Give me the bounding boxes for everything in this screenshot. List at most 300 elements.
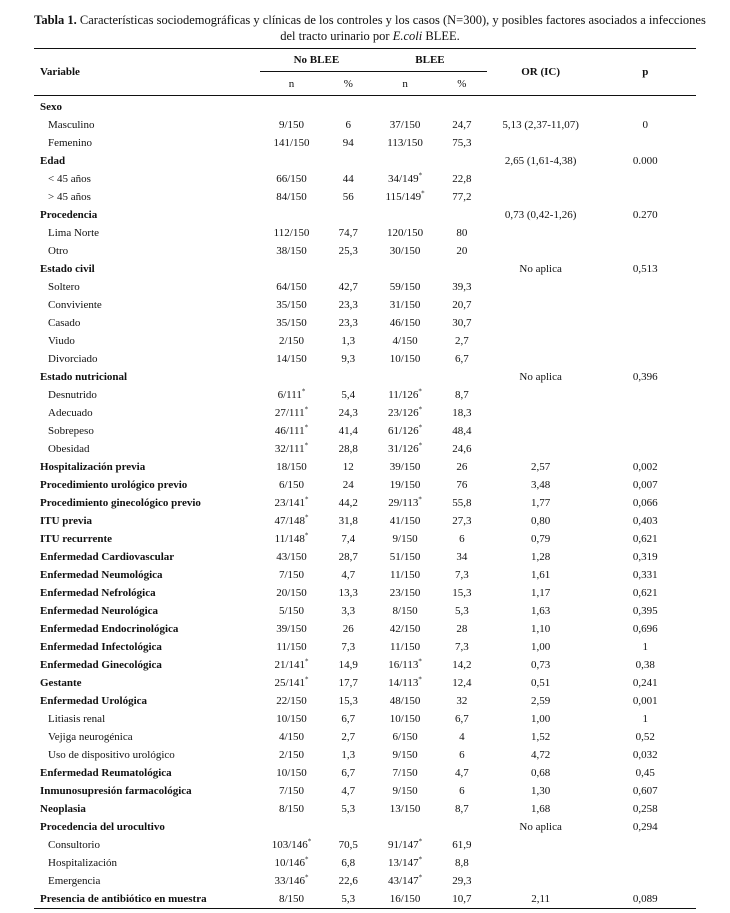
p-value [595,314,696,332]
blee-pct-text: 29,3 [452,875,472,887]
blee-pct [437,206,487,224]
p-value-text: 0,403 [632,515,658,527]
caption-text-end: BLEE. [422,29,460,43]
blee-pct-text: 5,3 [454,605,469,617]
row-label [34,386,260,404]
no-blee-n-text: 2/150 [278,335,305,347]
no-blee-pct [323,152,373,170]
blee-n [373,620,437,638]
odds-ratio-text: 2,57 [531,461,551,473]
no-blee-pct-text: 13,3 [338,587,358,599]
p-value [595,530,696,548]
p-value-text: 0,007 [632,479,658,491]
table-row [34,314,696,332]
blee-pct [437,458,487,476]
blee-n-text: 13/150 [389,803,421,815]
p-value [595,458,696,476]
row-label-text: ITU previa [40,515,93,527]
blee-n-text: 19/150 [389,479,421,491]
odds-ratio [487,566,595,584]
p-value [595,386,696,404]
no-blee-pct-text: 17,7 [338,677,358,689]
p-value [595,620,696,638]
blee-n-text: 11/150 [390,641,421,653]
table-row [34,890,696,909]
odds-ratio [487,602,595,620]
blee-n-text: 37/150 [389,119,421,131]
blee-pct [437,188,487,206]
no-blee-n [260,422,324,440]
blee-n [373,260,437,278]
p-value [595,440,696,458]
odds-ratio [487,206,595,224]
p-value [595,170,696,188]
odds-ratio-text: No aplica [519,371,562,383]
odds-ratio [487,224,595,242]
blee-n [373,836,437,854]
p-value [595,818,696,836]
row-label-text: Estado civil [40,263,95,275]
footnote-asterisk: * [418,837,423,846]
table-row [34,476,696,494]
table-row [34,206,696,224]
blee-n [373,872,437,890]
blee-n-text: 13/147 [388,857,419,869]
no-blee-n [260,260,324,278]
footnote-asterisk: * [418,171,423,180]
no-blee-n-text: 10/150 [276,713,307,725]
no-blee-n-text: 8/150 [278,803,305,815]
header-n: n [288,77,295,90]
blee-pct-text: 8,8 [454,857,469,869]
no-blee-pct [323,800,373,818]
row-label [34,584,260,602]
footnote-asterisk: * [418,441,423,450]
no-blee-pct-text: 74,7 [338,227,358,239]
no-blee-n-text: 11/150 [276,641,307,653]
p-value-text: 0.270 [632,209,658,221]
odds-ratio-text: 0,68 [531,767,551,779]
blee-n-text: 31/126 [388,443,419,455]
row-label [34,692,260,710]
no-blee-n-text: 7/150 [278,569,305,581]
p-value-text: 0,294 [632,821,658,833]
row-label-text: Procedencia del urocultivo [40,821,165,833]
odds-ratio [487,782,595,800]
p-value [595,476,696,494]
blee-pct [437,728,487,746]
blee-n [373,386,437,404]
footnote-asterisk: * [304,405,309,414]
table-row [34,566,696,584]
no-blee-pct-text: 22,6 [338,875,358,887]
no-blee-n [260,728,324,746]
blee-n [373,332,437,350]
blee-pct [437,566,487,584]
blee-n [373,854,437,872]
row-label [34,242,260,260]
header-pct: % [343,77,353,90]
no-blee-n [260,602,324,620]
blee-pct-text: 28 [456,623,468,635]
footnote-asterisk: * [418,657,422,666]
table-row [34,764,696,782]
row-label [34,836,260,854]
table-row [34,836,696,854]
no-blee-n-text: 2/150 [278,749,305,761]
caption-organism: E.coli [392,29,423,43]
table-row [34,350,696,368]
no-blee-n-text: 33/146 [274,875,306,887]
no-blee-pct-text: 41,4 [338,425,358,437]
no-blee-n [260,458,324,476]
blee-pct [437,746,487,764]
no-blee-pct-text: 42,7 [338,281,358,293]
blee-pct-text: 4,7 [454,767,469,779]
blee-pct-text: 20,7 [452,299,472,311]
p-value-text: 0,396 [632,371,658,383]
no-blee-pct [323,386,373,404]
no-blee-pct [323,188,373,206]
odds-ratio [487,548,595,566]
blee-pct-text: 18,3 [452,407,472,419]
no-blee-pct [323,818,373,836]
blee-n-text: 10/150 [389,353,421,365]
no-blee-n-text: 64/150 [276,281,307,293]
blee-n-text: 23/126 [388,407,419,419]
p-value-text: 0,066 [632,497,658,509]
no-blee-pct-text: 24 [342,479,354,491]
footnote-asterisk: * [307,837,312,846]
odds-ratio [487,404,595,422]
row-label [34,134,260,152]
no-blee-pct [323,530,373,548]
blee-n [373,134,437,152]
blee-n-text: 61/126 [388,425,419,437]
table-row [34,674,696,692]
no-blee-pct [323,350,373,368]
table-row [34,854,696,872]
blee-pct-text: 24,6 [452,443,472,455]
blee-pct [437,494,487,512]
no-blee-n-text: 6/150 [278,479,305,491]
odds-ratio [487,332,595,350]
odds-ratio-text: 0,73 (0,42-1,26) [504,209,577,221]
blee-n-text: 41/150 [389,515,421,527]
no-blee-pct [323,872,373,890]
p-value [595,800,696,818]
odds-ratio [487,188,595,206]
no-blee-pct [323,746,373,764]
no-blee-n-text: 43/150 [276,551,307,563]
no-blee-pct [323,548,373,566]
no-blee-pct [323,638,373,656]
p-value [595,116,696,134]
blee-pct-text: 7,3 [454,569,469,581]
no-blee-n [260,692,324,710]
blee-n-text: 14/113 [388,677,419,689]
blee-n [373,170,437,188]
no-blee-n-text: 20/150 [276,587,307,599]
no-blee-n [260,656,324,674]
odds-ratio [487,314,595,332]
p-value-text: 0,001 [632,695,658,707]
p-value-text: 0,696 [632,623,658,635]
blee-pct-text: 8,7 [454,803,469,815]
row-label-text: Estado nutricional [40,371,128,383]
row-label [34,116,260,134]
p-value-text: 0,331 [632,569,658,581]
no-blee-pct [323,584,373,602]
no-blee-pct [323,476,373,494]
blee-pct [437,368,487,386]
no-blee-pct-text: 1,3 [341,749,356,761]
odds-ratio [487,890,595,909]
p-value-text: 0,258 [632,803,658,815]
table-row [34,188,696,206]
no-blee-n [260,584,324,602]
no-blee-n-text: 8/150 [278,893,305,905]
blee-n [373,512,437,530]
p-value [595,206,696,224]
blee-pct [437,548,487,566]
no-blee-pct [323,836,373,854]
blee-n [373,206,437,224]
p-value-text: 1 [642,641,648,653]
odds-ratio-text: 1,10 [531,623,551,635]
no-blee-pct [323,116,373,134]
table-row [34,116,696,134]
row-label [34,530,260,548]
blee-n [373,656,437,674]
blee-n-text: 59/150 [389,281,421,293]
blee-pct-text: 14,2 [452,659,472,671]
row-label-text: Femenino [48,137,92,149]
blee-pct [437,602,487,620]
no-blee-n [260,530,324,548]
table-row [34,530,696,548]
p-value [595,872,696,890]
footnote-asterisk: * [418,855,423,864]
header-variable: Variable [40,66,80,78]
p-value-text: 0 [642,119,648,131]
no-blee-n-text: 18/150 [276,461,307,473]
footnote-asterisk: * [305,495,309,504]
odds-ratio-text: 2,11 [531,893,551,905]
odds-ratio-text: 4,72 [531,749,551,761]
no-blee-n-text: 47/148 [274,515,306,527]
odds-ratio [487,440,595,458]
row-label [34,548,260,566]
footnote-asterisk: * [421,189,425,198]
no-blee-n-text: 9/150 [278,119,305,131]
odds-ratio [487,692,595,710]
no-blee-pct-text: 7,4 [341,533,356,545]
no-blee-n [260,566,324,584]
blee-n-text: 91/147 [388,839,419,851]
odds-ratio [487,296,595,314]
caption-text: Características sociodemográficas y clínicas de los controles y los casos (N=300), y posibles factores asociados a infecciones del tracto urinario por [76,13,706,43]
no-blee-pct-text: 6,8 [341,857,356,869]
header-pct: % [457,77,467,90]
row-label-text: Enfermedad Cardiovascular [40,551,175,563]
blee-pct-text: 10,7 [452,893,472,905]
blee-pct [437,134,487,152]
table-row [34,260,696,278]
row-label-text: Enfermedad Neurológica [40,605,159,617]
odds-ratio-text: 1,00 [531,641,551,653]
no-blee-n [260,242,324,260]
blee-pct [437,350,487,368]
blee-pct-text: 6 [459,785,465,797]
no-blee-pct-text: 12 [342,461,354,473]
odds-ratio [487,836,595,854]
table-row [34,620,696,638]
row-label-text: Enfermedad Endocrinológica [40,623,179,635]
blee-n [373,746,437,764]
row-label-text: Soltero [48,281,80,293]
no-blee-n [260,854,324,872]
table-row [34,728,696,746]
table-row [34,602,696,620]
blee-pct-text: 32 [456,695,468,707]
blee-n-text: 43/147 [388,875,419,887]
no-blee-pct-text: 6,7 [341,767,356,779]
p-value-text: 0,52 [635,731,655,743]
row-label [34,512,260,530]
odds-ratio-text: 2,65 (1,61-4,38) [504,155,577,167]
blee-n [373,296,437,314]
footnote-asterisk: * [305,855,309,864]
blee-pct [437,422,487,440]
table-row [34,332,696,350]
no-blee-n [260,314,324,332]
blee-n-text: 8/150 [392,605,418,617]
table-row [34,782,696,800]
row-label-text: Divorciado [48,353,98,365]
blee-n-text: 9/150 [392,785,418,797]
odds-ratio [487,458,595,476]
no-blee-n [260,404,324,422]
row-label [34,818,260,836]
no-blee-pct-text: 6,7 [341,713,356,725]
blee-n [373,692,437,710]
no-blee-n-text: 10/146 [274,857,306,869]
row-label-text: Enfermedad Infectológica [40,641,162,653]
data-table [34,48,696,909]
row-label [34,764,260,782]
blee-n [373,242,437,260]
blee-pct [437,170,487,188]
no-blee-n-text: 84/150 [276,191,307,203]
p-value-text: 0,089 [632,893,658,905]
no-blee-pct [323,422,373,440]
p-value [595,278,696,296]
blee-pct-text: 6,7 [454,353,469,365]
blee-n [373,152,437,170]
blee-n-text: 34/149 [388,173,419,185]
blee-n-text: 16/150 [389,893,421,905]
row-label [34,890,260,909]
footnote-asterisk: * [418,405,423,414]
no-blee-n [260,224,324,242]
odds-ratio-text: 1,52 [531,731,551,743]
p-value [595,566,696,584]
blee-n [373,782,437,800]
blee-pct-text: 4 [459,731,465,743]
odds-ratio-text: No aplica [519,263,562,275]
row-label [34,296,260,314]
table-row [34,296,696,314]
p-value [595,746,696,764]
blee-pct [437,404,487,422]
no-blee-pct [323,782,373,800]
row-label-text: Sexo [40,101,62,113]
table-row [34,96,696,117]
no-blee-pct-text: 24,3 [338,407,358,419]
no-blee-n-text: 4/150 [278,731,305,743]
no-blee-pct [323,96,373,117]
row-label-text: Enfermedad Ginecológica [40,659,162,671]
row-label [34,96,260,117]
blee-n [373,422,437,440]
odds-ratio [487,584,595,602]
header-blee: BLEE [373,49,487,72]
no-blee-n [260,206,324,224]
odds-ratio [487,422,595,440]
no-blee-n [260,818,324,836]
odds-ratio [487,674,595,692]
blee-pct-text: 7,3 [454,641,469,653]
p-value [595,494,696,512]
p-value-text: 0,621 [632,533,658,545]
odds-ratio [487,170,595,188]
no-blee-pct [323,890,373,909]
blee-pct-text: 77,2 [452,191,472,203]
row-label [34,476,260,494]
p-value [595,224,696,242]
p-value-text: 0,395 [632,605,658,617]
blee-pct [437,476,487,494]
blee-n [373,440,437,458]
blee-pct-text: 75,3 [452,137,472,149]
row-label-text: Edad [40,155,66,167]
odds-ratio [487,746,595,764]
p-value [595,404,696,422]
odds-ratio [487,96,595,117]
header-p: p [642,66,649,78]
row-label-text: Vejiga neurogénica [48,731,133,743]
row-label-text: Emergencia [48,875,101,887]
no-blee-pct [323,458,373,476]
blee-n-text: 115/149 [385,191,422,203]
no-blee-n-text: 5/150 [278,605,305,617]
p-value [595,134,696,152]
row-label-text: Viudo [48,335,75,347]
row-label-text: Enfermedad Neumológica [40,569,163,581]
table-row [34,710,696,728]
odds-ratio [487,530,595,548]
footnote-asterisk: * [305,873,309,882]
no-blee-pct-text: 31,8 [338,515,358,527]
odds-ratio [487,134,595,152]
blee-pct-text: 20 [456,245,468,257]
blee-n [373,890,437,909]
row-label-text: ITU recurrente [40,533,112,545]
no-blee-n [260,350,324,368]
odds-ratio [487,152,595,170]
no-blee-pct [323,170,373,188]
